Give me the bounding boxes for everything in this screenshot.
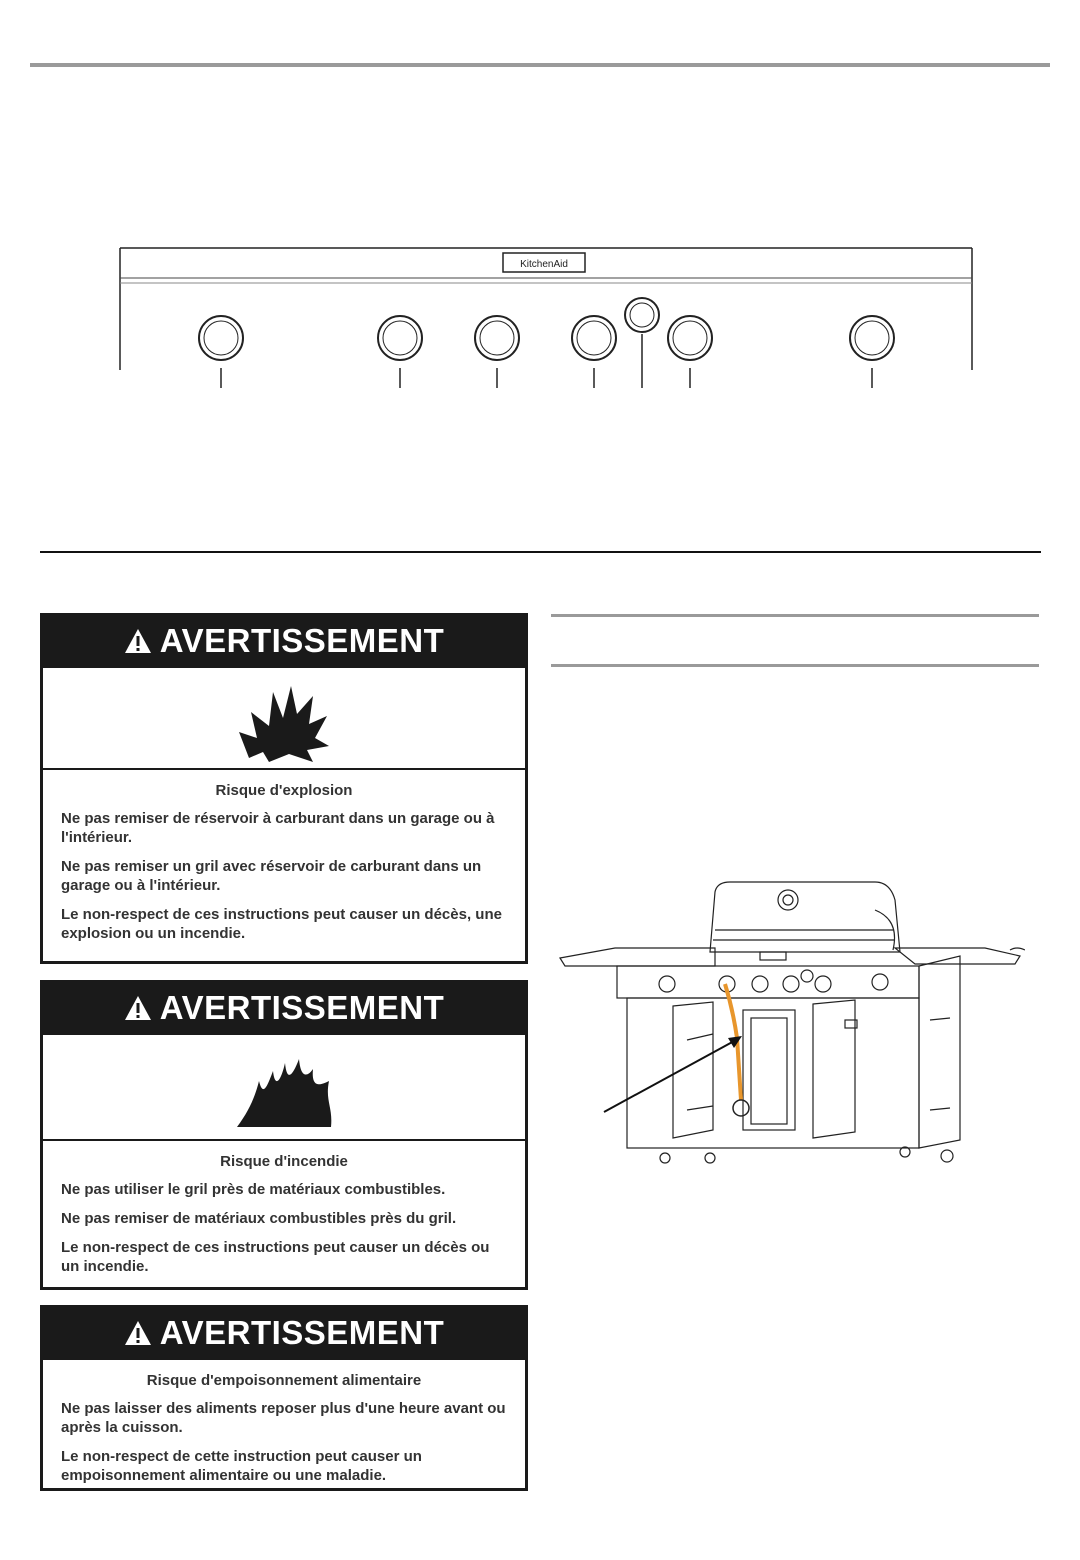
warning-text: Ne pas remiser de réservoir à carburant dans un garage ou à l'intérieur. — [61, 810, 495, 846]
warning-explosion — [40, 613, 528, 964]
warning-triangle-icon — [124, 1320, 152, 1346]
section-divider — [40, 551, 1041, 553]
warning-text: Ne pas laisser des aliments reposer plus d'une heure avant ou après la cuisson. — [61, 1400, 506, 1436]
warning-title: Risque d'empoisonnement alimentaire — [146, 1372, 422, 1389]
warning-header — [43, 1308, 525, 1358]
warning-food-poisoning — [40, 1305, 528, 1491]
warning-text: Le non-respect de ces instructions peut causer un décès ou un incendie. — [61, 1239, 490, 1275]
warning-header — [43, 983, 525, 1033]
warning-text: Ne pas remiser de matériaux combustibles près du gril. — [61, 1210, 457, 1227]
warning-triangle-icon — [124, 628, 152, 654]
top-divider — [30, 63, 1050, 67]
warning-title: Risque d'explosion — [215, 782, 353, 799]
explosion-icon — [43, 666, 525, 770]
warning-text: Le non-respect de cette instruction peut causer un empoisonnement alimentaire ou une maladie. — [61, 1448, 422, 1484]
warning-text: Ne pas remiser un gril avec réservoir de carburant dans un garage ou à l'intérieur. — [61, 858, 482, 894]
fire-icon — [43, 1033, 525, 1141]
warning-header-text: AVERTISSEMENT — [159, 989, 445, 1026]
warning-text: Le non-respect de ces instructions peut causer un décès, une explosion ou un incendie. — [61, 906, 502, 942]
warning-triangle-icon — [124, 995, 152, 1021]
brand-label: KitchenAid — [520, 259, 568, 270]
warning-header-text: AVERTISSEMENT — [159, 1314, 445, 1351]
pointer-arrow — [600, 1020, 750, 1115]
warning-title: Risque d'incendie — [220, 1153, 348, 1170]
warning-header-text: AVERTISSEMENT — [159, 622, 445, 659]
warning-header — [43, 616, 525, 666]
right-header-rule-bottom — [551, 664, 1039, 667]
warning-text: Ne pas utiliser le gril près de matériaux combustibles. — [61, 1181, 446, 1198]
warning-fire — [40, 980, 528, 1290]
right-header-rule-top — [551, 614, 1039, 617]
control-panel-diagram — [110, 240, 980, 390]
